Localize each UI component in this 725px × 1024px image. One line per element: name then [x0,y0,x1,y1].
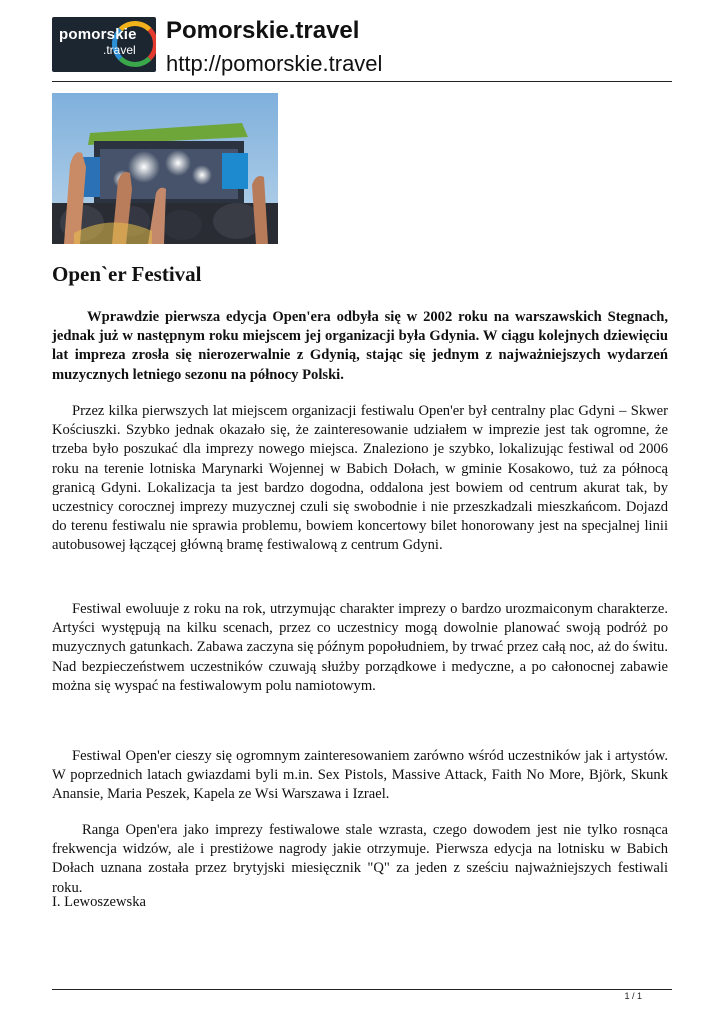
page-indicator: 1 / 1 [624,991,642,1001]
article-author: I. Lewoszewska [52,894,147,910]
article-paragraph: Ranga Open'era jako imprezy festiwalowe stale wzrasta, czego dowodem jest nie tylko rosnąca frekwencja widzów, ale i prestiżowe nagrody jakie otrzymuje. Pierwsza edycja na lotnisku w Babich Dołach uznana została przez brytyjski miesięcznik "Q" za jeden z sześciu najważniejszych festiwali roku. [52,822,668,896]
festival-photo [52,93,278,244]
logo-text-sub: .travel [103,43,136,57]
site-title: Pomorskie.travel [166,17,360,44]
logo-text-main: pomorskie [59,26,137,43]
article-paragraph: Przez kilka pierwszych lat miejscem organizacji festiwalu Open'er był centralny plac Gdyni – Skwer Kościuszki. Szybko jednak okazało się, że zainteresowanie udziałem w imprezie jest tak ogromne, że trzeba było poszukać dla imprezy nowego miejsca. Znaleziono je szybko, lokalizując festiwal od 2006 roku na terenie lotniska Marynarki Wojennej w Babich Dołach, w gminie Kosakowo, tuż za północą granicą Gdyni. Lokalizacja ta jest bardzo dogodna, oddalona jest bowiem od centrum akurat tak, by uczestnicy corocznej imprezy muzycznej czuli się swobodnie i nie przeszkadzali mieszkańcom. Dojazd do terenu festiwalu nie sprawia problemu, bowiem koncertowy bilet honorowany jest na specjalnej linii autobusowej łączącej główną bramę festiwalową z centrum Gdyni. [52,403,668,554]
header-divider [52,81,672,82]
site-logo[interactable] [52,17,156,72]
article-paragraph: Festiwal ewoluuje z roku na rok, utrzymując charakter imprezy o bardzo urozmaiconym charakterze. Artyści występują na kilku scenach, przez co uczestnicy mogą dowolnie planować swoją podróż po muzycznych gatunkach. Zabawa zaczyna się późnym popołudniem, by trwać przez całą noc, aż do świtu. Nad bezpieczeństwem uczestników czuwają służby porządkowe i medyczne, a po całonocnej zabawie można się wyspać na festiwalowym polu namiotowym. [52,601,668,694]
site-url-link[interactable]: http://pomorskie.travel [166,51,383,76]
article-title: Open`er Festival [52,262,202,286]
footer-divider [52,989,672,990]
article-paragraph: Festiwal Open'er cieszy się ogromnym zainteresowaniem zarówno wśród uczestników jak i artystów. W poprzednich latach gwiazdami byli m.in. Sex Pistols, Massive Attack, Faith No More, Björk, Skunk Anansie, Maria Peszek, Kapela ze Wsi Warszawa i Izrael. [52,748,668,803]
article-lead: Wprawdzie pierwsza edycja Open'era odbyła się w 2002 roku na warszawskich Stegnach, jednak już w następnym roku miejscem jej organizacji była Gdynia. W ciągu kolejnych dziewięciu lat impreza zrosła się nierozerwalnie z Gdynią, stając się jednym z najważniejszych wydarzeń muzycznych letniego sezonu na północy Polski. [52,309,668,383]
